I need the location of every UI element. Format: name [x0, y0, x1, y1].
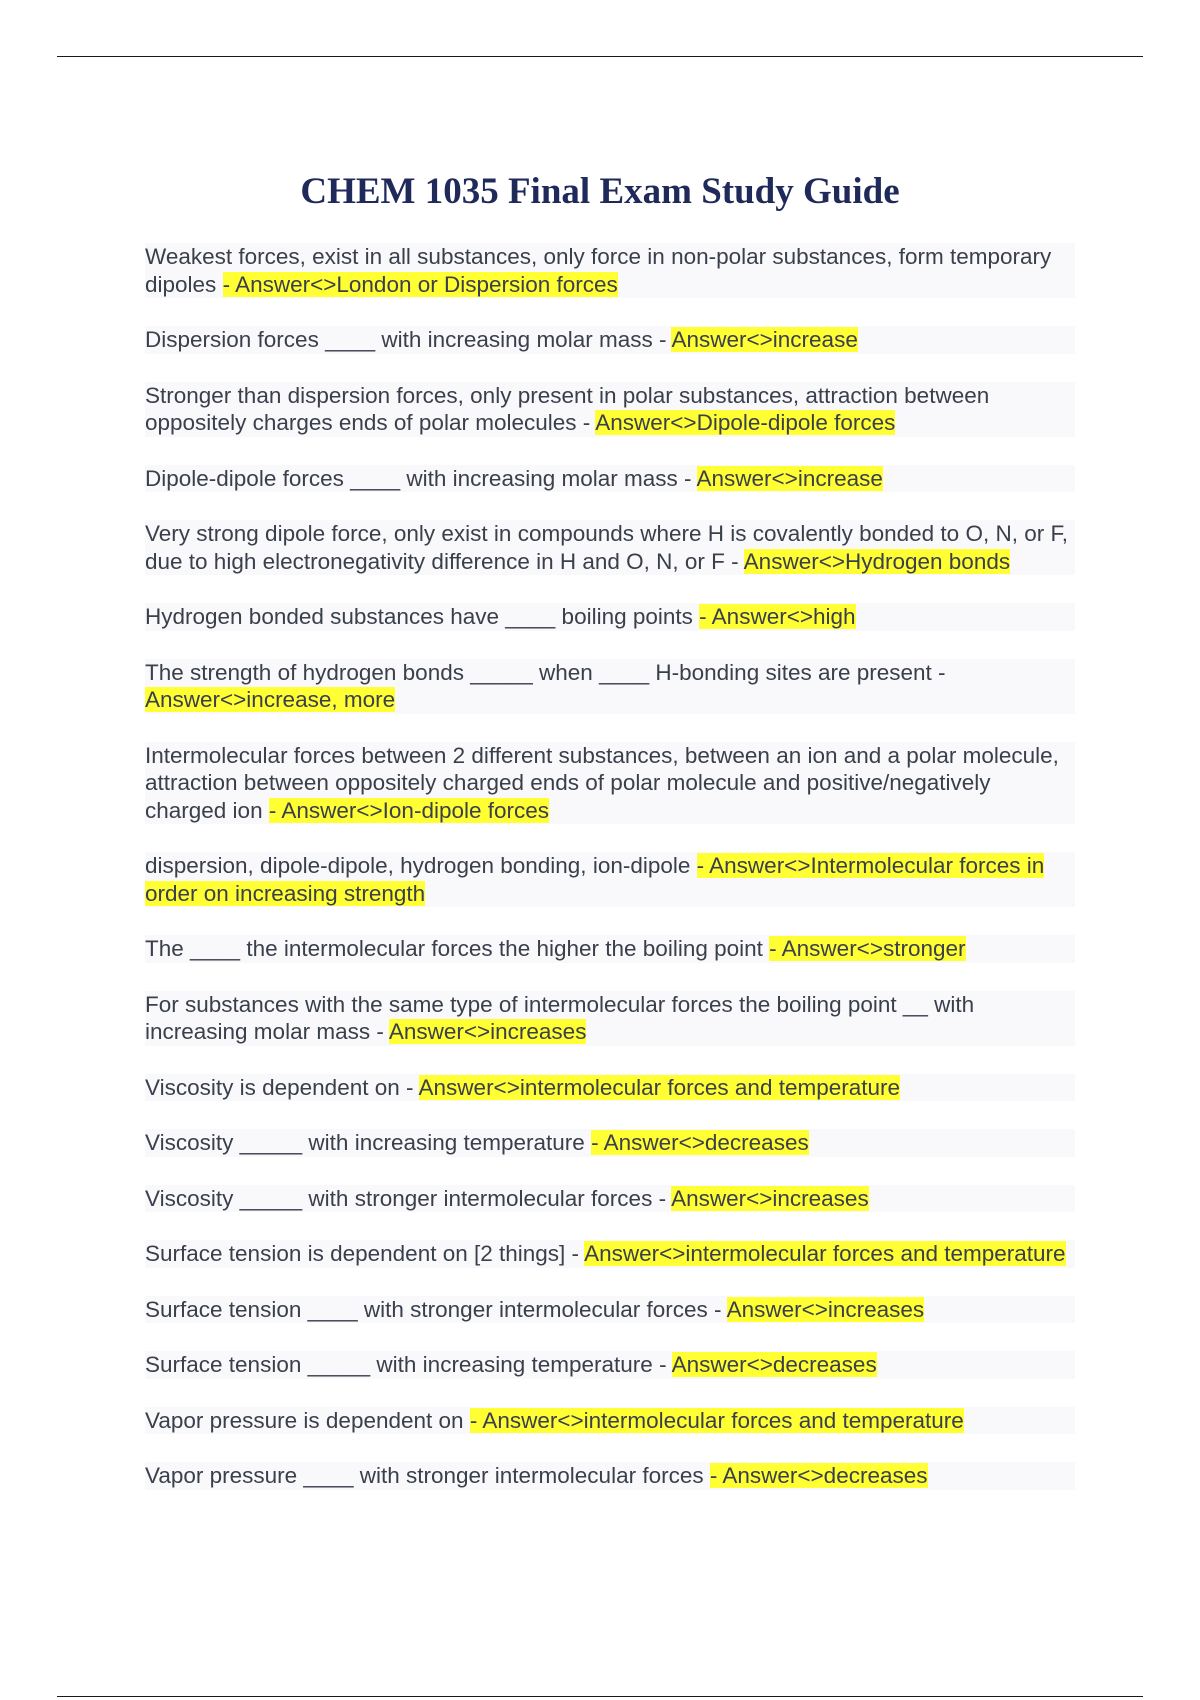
separator [263, 798, 269, 823]
question-text: The strength of hydrogen bonds _____ when ____ H-bonding sites are present [145, 659, 932, 685]
question-text: Very strong dipole force, only exist in compounds where H is covalently bonded to O, N, or F, due to high electronegativity difference in H and O, N, or F [145, 521, 1068, 574]
qa-item [145, 1351, 1075, 1379]
page-title: CHEM 1035 Final Exam Study Guide [300, 171, 900, 212]
qa-item [145, 243, 1075, 298]
question-text: For substances with the same type of intermolecular forces the boiling point __ with increasing molar mass [145, 991, 975, 1044]
qa-item [145, 1462, 1075, 1490]
question-text: Surface tension _____ with increasing temperature [145, 1352, 653, 1377]
qa-item [145, 465, 1075, 493]
question-text: Intermolecular forces between 2 different substances, between an ion and a polar molecule, attraction between oppositely charged ends of polar molecule and positive/negatively charged ion [145, 742, 1059, 823]
qa-item [145, 603, 1075, 631]
question-text: dispersion, dipole-dipole, hydrogen bonding, ion-dipole [145, 853, 691, 878]
answer-highlight: Answer<>increase [671, 327, 858, 352]
qa-item [145, 382, 1075, 437]
answer-highlight: - Answer<>decreases [591, 1130, 809, 1155]
qa-item [145, 852, 1075, 907]
separator: - [724, 548, 744, 574]
qa-item [145, 991, 1075, 1046]
answer-highlight: Answer<>Dipole-dipole forces [595, 410, 896, 435]
question-text: Viscosity _____ with increasing temperature [145, 1130, 585, 1155]
separator: - [370, 1019, 389, 1044]
question-text: The ____ the intermolecular forces the higher the boiling point [145, 936, 763, 961]
separator: - [399, 1074, 419, 1100]
separator [690, 853, 696, 878]
answer-highlight: Answer<>intermolecular forces and temperature [418, 1074, 901, 1100]
qa-item [145, 742, 1075, 825]
bottom-rule [57, 1696, 1143, 1697]
answer-highlight: Answer<>increases [388, 1019, 587, 1044]
qa-item [145, 1185, 1075, 1213]
answer-highlight: Answer<>increases [671, 1185, 869, 1211]
answer-highlight: - Answer<>high [699, 604, 856, 629]
qa-item [145, 1129, 1075, 1157]
separator: - [576, 410, 596, 435]
separator: - [565, 1241, 585, 1266]
question-text: Viscosity _____ with stronger intermolecular forces [145, 1185, 653, 1211]
qa-item [145, 935, 1075, 963]
answer-highlight: - Answer<>intermolecular forces and temperature [469, 1407, 964, 1433]
question-text: Hydrogen bonded substances have ____ boiling points [145, 604, 693, 629]
answer-highlight: Answer<>intermolecular forces and temperature [584, 1241, 1066, 1266]
separator: - [652, 1185, 672, 1211]
separator: - [931, 659, 946, 685]
answer-highlight: Answer<>increase, more [145, 687, 396, 712]
answer-highlight: - Answer<>London or Dispersion forces [222, 271, 618, 297]
qa-item [145, 1407, 1075, 1435]
separator [464, 1408, 470, 1433]
question-text: Viscosity is dependent on [145, 1074, 400, 1100]
qa-item [145, 1074, 1075, 1102]
separator: - [652, 327, 672, 352]
qa-item [145, 1240, 1075, 1268]
answer-highlight: - Answer<>Intermolecular forces in order on increasing strength [145, 853, 1045, 906]
question-text: Dipole-dipole forces ____ with increasing molar mass [145, 465, 678, 491]
question-text: Vapor pressure ____ with stronger intermolecular forces [145, 1463, 704, 1488]
question-text: Weakest forces, exist in all substances, only force in non-polar substances, form temporary dipoles [145, 244, 1052, 297]
qa-item [145, 326, 1075, 354]
qa-item [145, 520, 1075, 575]
separator: - [707, 1296, 727, 1322]
separator [704, 1463, 710, 1488]
separator [216, 272, 222, 297]
answer-highlight: - Answer<>decreases [709, 1463, 928, 1488]
answer-highlight: Answer<>increases [726, 1296, 925, 1322]
qa-list [145, 243, 1075, 1518]
answer-highlight: - Answer<>stronger [769, 936, 966, 961]
question-text: Dispersion forces ____ with increasing molar mass [145, 327, 653, 352]
question-text: Vapor pressure is dependent on [145, 1407, 464, 1433]
separator: - [677, 465, 697, 491]
question-text: Surface tension is dependent on [2 things] [145, 1241, 566, 1266]
separator: - [652, 1352, 672, 1377]
answer-highlight: Answer<>increase [696, 465, 883, 491]
question-text: Surface tension ____ with stronger intermolecular forces [145, 1296, 708, 1322]
answer-highlight: Answer<>decreases [671, 1352, 877, 1377]
answer-highlight: Answer<>Hydrogen bonds [743, 548, 1011, 574]
answer-highlight: - Answer<>Ion-dipole forces [268, 797, 550, 823]
qa-item [145, 1296, 1075, 1324]
question-text: Stronger than dispersion forces, only present in polar substances, attraction between oppositely charges ends of polar molecules [145, 382, 990, 435]
qa-item [145, 659, 1075, 714]
top-rule [57, 56, 1143, 57]
